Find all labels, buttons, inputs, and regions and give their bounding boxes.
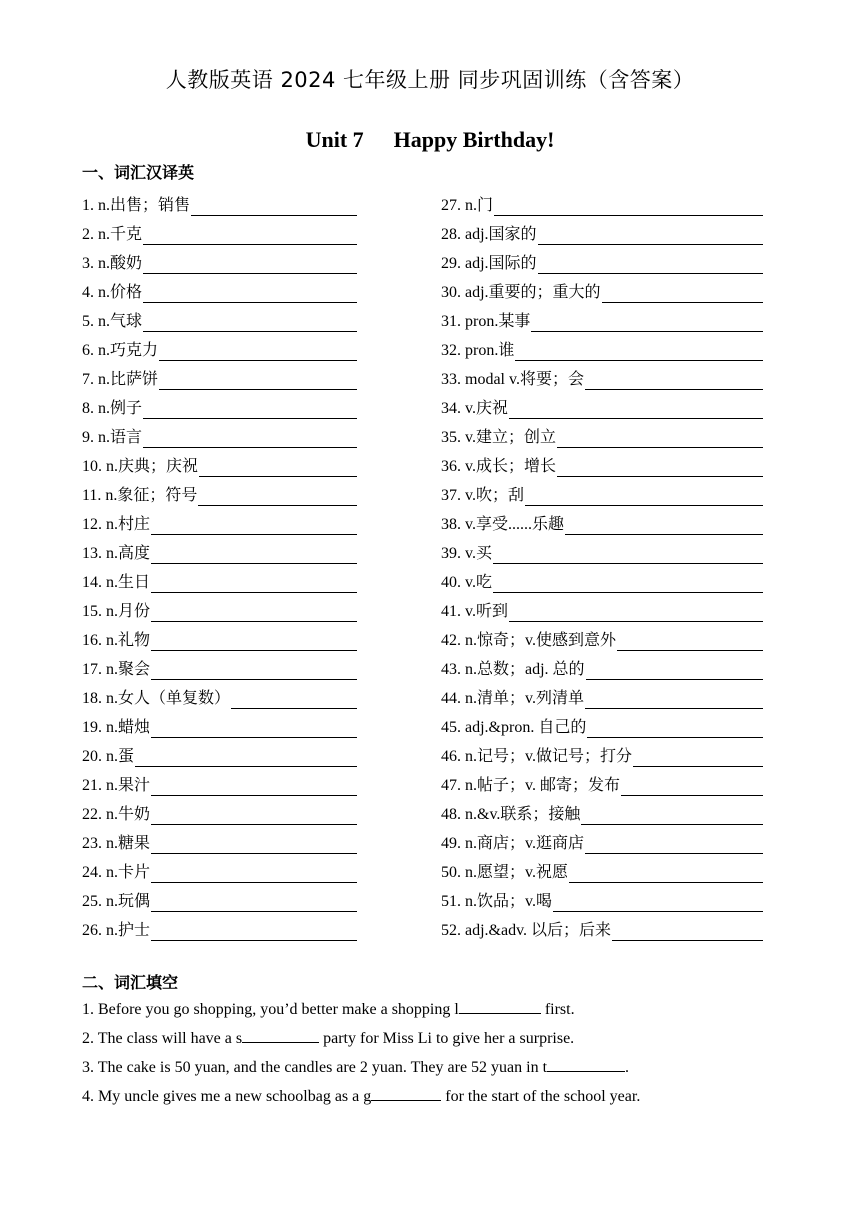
vocab-item (82, 332, 357, 361)
section1-heading: 一、词汇汉译英 (82, 163, 195, 182)
vocab-item (441, 593, 763, 622)
vocab-label: 15. n.月份 (82, 603, 151, 620)
vocab-item (82, 825, 357, 854)
vocab-item (441, 274, 763, 303)
answer-blank[interactable] (151, 661, 357, 680)
fill-item (82, 1026, 782, 1055)
vocab-label: 24. n.卡片 (82, 864, 151, 881)
vocab-label: 20. n.蛋 (82, 748, 135, 765)
answer-blank[interactable] (585, 371, 763, 390)
fill-item (82, 1055, 782, 1084)
vocab-label: 29. adj.国际的 (441, 255, 537, 272)
answer-blank[interactable] (151, 806, 357, 825)
fill-text: 3. The cake is 50 yuan, and the candles are 2 yuan. They are 52 yuan in t (82, 1059, 548, 1076)
vocab-item (82, 448, 357, 477)
answer-blank[interactable] (586, 661, 763, 680)
vocab-item (82, 535, 357, 564)
vocab-item (441, 912, 763, 941)
vocab-item (82, 245, 357, 274)
vocab-item (82, 854, 357, 883)
vocab-label: 3. n.酸奶 (82, 255, 143, 272)
answer-blank[interactable] (151, 516, 357, 535)
section2-heading: 二、词汇填空 (82, 973, 179, 992)
vocab-label: 40. v.吃 (441, 574, 492, 591)
answer-blank[interactable] (515, 342, 763, 361)
answer-blank[interactable] (371, 1084, 441, 1101)
answer-blank[interactable] (151, 922, 357, 941)
vocab-column-right (441, 187, 763, 941)
vocab-item (82, 564, 357, 593)
vocab-item (441, 564, 763, 593)
answer-blank[interactable] (612, 922, 763, 941)
vocab-item (82, 274, 357, 303)
vocab-item (82, 709, 357, 738)
vocab-label: 43. n.总数；adj. 总的 (441, 661, 585, 678)
answer-blank[interactable] (557, 458, 763, 477)
vocab-label: 28. adj.国家的 (441, 226, 537, 243)
vocab-item (441, 187, 763, 216)
vocab-label: 44. n.清单；v.列清单 (441, 690, 584, 707)
vocab-label: 36. v.成长；增长 (441, 458, 556, 475)
answer-blank[interactable] (531, 313, 763, 332)
vocab-label: 26. n.护士 (82, 922, 151, 939)
vocab-label: 4. n.价格 (82, 284, 143, 301)
vocab-column-left (82, 187, 357, 941)
vocab-item (82, 593, 357, 622)
answer-blank[interactable] (565, 516, 763, 535)
vocab-item (82, 622, 357, 651)
vocab-label: 18. n.女人（单复数） (82, 690, 231, 707)
vocab-item (82, 767, 357, 796)
vocab-label: 42. n.惊奇；v.使感到意外 (441, 632, 616, 649)
fill-text: 4. My uncle gives me a new schoolbag as a g (82, 1088, 372, 1105)
vocab-item (82, 912, 357, 941)
answer-blank[interactable] (569, 864, 763, 883)
vocab-item (82, 738, 357, 767)
answer-blank[interactable] (633, 748, 763, 767)
fill-text: party for Miss Li to give her a surprise. (319, 1030, 575, 1047)
vocab-label: 9. n.语言 (82, 429, 143, 446)
answer-blank[interactable] (151, 835, 357, 854)
unit-title (0, 127, 860, 153)
answer-blank[interactable] (151, 574, 357, 593)
answer-blank[interactable] (143, 226, 357, 245)
answer-blank[interactable] (135, 748, 357, 767)
vocab-label: 46. n.记号；v.做记号；打分 (441, 748, 632, 765)
answer-blank[interactable] (587, 719, 763, 738)
vocab-label: 19. n.蜡烛 (82, 719, 151, 736)
answer-blank[interactable] (198, 487, 357, 506)
answer-blank[interactable] (143, 400, 357, 419)
vocab-item (441, 245, 763, 274)
vocab-label: 32. pron.谁 (441, 342, 515, 359)
vocab-label: 41. v.听到 (441, 603, 508, 620)
answer-blank[interactable] (151, 864, 357, 883)
answer-blank[interactable] (602, 284, 763, 303)
answer-blank[interactable] (509, 603, 763, 622)
vocab-label: 45. adj.&pron. 自己的 (441, 719, 587, 736)
answer-blank[interactable] (151, 719, 357, 738)
answer-blank[interactable] (581, 806, 763, 825)
vocab-item (82, 390, 357, 419)
vocab-label: 37. v.吹；刮 (441, 487, 524, 504)
answer-blank[interactable] (538, 226, 763, 245)
vocab-label: 11. n.象征；符号 (82, 487, 198, 504)
vocab-item (441, 303, 763, 332)
vocab-item (441, 506, 763, 535)
vocab-label: 21. n.果汁 (82, 777, 151, 794)
vocab-item (441, 709, 763, 738)
answer-blank[interactable] (459, 997, 541, 1014)
vocab-label: 23. n.糖果 (82, 835, 151, 852)
vocab-item (441, 216, 763, 245)
vocab-item (441, 477, 763, 506)
fill-text: first. (540, 1001, 575, 1018)
answer-blank[interactable] (509, 400, 763, 419)
answer-blank[interactable] (151, 632, 357, 651)
vocab-item (441, 390, 763, 419)
answer-blank[interactable] (493, 574, 763, 593)
fill-item (82, 1084, 782, 1113)
vocab-item (441, 622, 763, 651)
fill-item (82, 997, 782, 1026)
vocab-label: 14. n.生日 (82, 574, 151, 591)
vocab-label: 12. n.村庄 (82, 516, 151, 533)
answer-blank[interactable] (151, 603, 357, 622)
document-title: 人教版英语 2024 七年级上册 同步巩固训练（含答案） (165, 68, 695, 92)
answer-blank[interactable] (557, 429, 763, 448)
answer-blank[interactable] (493, 545, 763, 564)
vocab-label: 47. n.帖子；v. 邮寄；发布 (441, 777, 620, 794)
answer-blank[interactable] (143, 429, 357, 448)
answer-blank[interactable] (525, 487, 763, 506)
vocab-label: 1. n.出售；销售 (82, 197, 191, 214)
vocab-item (82, 303, 357, 332)
vocab-label: 31. pron.某事 (441, 313, 531, 330)
answer-blank[interactable] (585, 690, 763, 709)
vocab-item (441, 651, 763, 680)
vocab-item (441, 767, 763, 796)
vocab-label: 17. n.聚会 (82, 661, 151, 678)
vocab-item (441, 332, 763, 361)
fill-text: . (625, 1059, 630, 1076)
vocab-label: 35. v.建立；创立 (441, 429, 556, 446)
vocab-label: 6. n.巧克力 (82, 342, 159, 359)
answer-blank[interactable] (143, 255, 357, 274)
answer-blank[interactable] (547, 1055, 625, 1072)
vocab-label: 13. n.高度 (82, 545, 151, 562)
vocab-label: 27. n.门 (441, 197, 494, 214)
vocab-item (441, 825, 763, 854)
vocab-label: 25. n.玩偶 (82, 893, 151, 910)
vocab-label: 34. v.庆祝 (441, 400, 508, 417)
answer-blank[interactable] (231, 690, 357, 709)
vocab-item (82, 506, 357, 535)
vocab-item (82, 187, 357, 216)
vocab-item (82, 651, 357, 680)
vocab-label: 52. adj.&adv. 以后；后来 (441, 922, 612, 939)
vocab-label: 8. n.例子 (82, 400, 143, 417)
vocab-item (441, 419, 763, 448)
answer-blank[interactable] (151, 777, 357, 796)
vocab-label: 7. n.比萨饼 (82, 371, 159, 388)
unit-number: Unit 7 (305, 127, 364, 152)
vocab-label: 22. n.牛奶 (82, 806, 151, 823)
answer-blank[interactable] (159, 371, 357, 390)
vocab-label: 2. n.千克 (82, 226, 143, 243)
vocab-item (441, 738, 763, 767)
vocab-item (441, 796, 763, 825)
fill-in-list (82, 997, 782, 1113)
answer-blank[interactable] (151, 545, 357, 564)
answer-blank[interactable] (143, 284, 357, 303)
vocab-item (441, 854, 763, 883)
vocab-item (82, 477, 357, 506)
vocab-item (82, 796, 357, 825)
vocab-label: 16. n.礼物 (82, 632, 151, 649)
vocab-item (441, 448, 763, 477)
vocab-label: 10. n.庆典；庆祝 (82, 458, 199, 475)
vocab-item (82, 216, 357, 245)
answer-blank[interactable] (191, 197, 357, 216)
vocab-item (441, 680, 763, 709)
answer-blank[interactable] (494, 197, 763, 216)
vocab-label: 49. n.商店；v.逛商店 (441, 835, 584, 852)
unit-name: Happy Birthday! (393, 127, 555, 152)
fill-text: 1. Before you go shopping, you’d better make a shopping l (82, 1001, 459, 1018)
answer-blank[interactable] (585, 835, 763, 854)
vocab-label: 38. v.享受......乐趣 (441, 516, 564, 533)
answer-blank[interactable] (621, 777, 763, 796)
answer-blank[interactable] (538, 255, 763, 274)
vocab-label: 5. n.气球 (82, 313, 143, 330)
vocab-item (82, 361, 357, 390)
vocab-item (441, 535, 763, 564)
answer-blank[interactable] (159, 342, 357, 361)
vocab-item (82, 680, 357, 709)
answer-blank[interactable] (242, 1026, 319, 1043)
fill-text: for the start of the school year. (441, 1088, 641, 1105)
vocab-item (82, 419, 357, 448)
vocab-item (441, 883, 763, 912)
answer-blank[interactable] (617, 632, 763, 651)
vocab-label: 30. adj.重要的；重大的 (441, 284, 601, 301)
vocab-label: 50. n.愿望；v.祝愿 (441, 864, 568, 881)
answer-blank[interactable] (143, 313, 357, 332)
vocab-item (82, 883, 357, 912)
fill-text: 2. The class will have a s (82, 1030, 243, 1047)
vocab-label: 51. n.饮品；v.喝 (441, 893, 552, 910)
vocab-label: 48. n.&v.联系；接触 (441, 806, 581, 823)
vocab-item (441, 361, 763, 390)
answer-blank[interactable] (199, 458, 357, 477)
answer-blank[interactable] (151, 893, 357, 912)
vocab-label: 33. modal v.将要；会 (441, 371, 584, 388)
vocab-label: 39. v.买 (441, 545, 492, 562)
answer-blank[interactable] (553, 893, 763, 912)
